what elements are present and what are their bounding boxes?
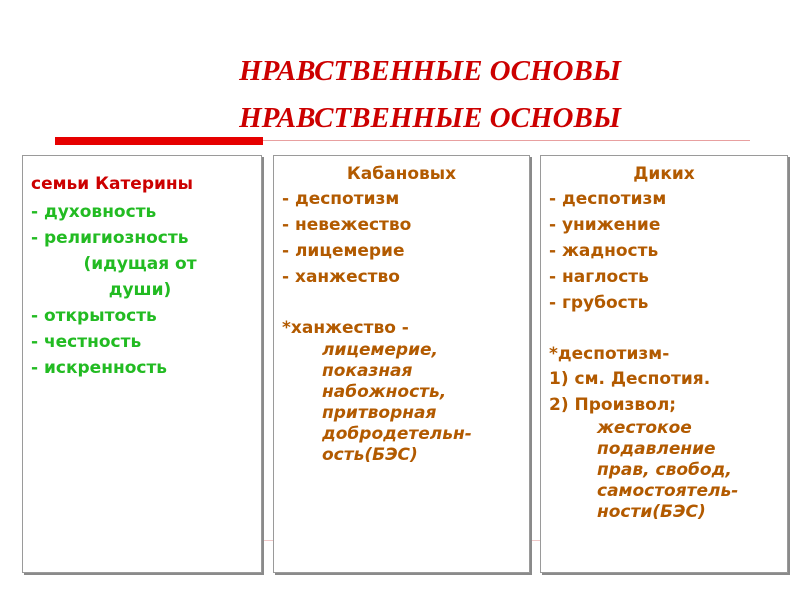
definition-line: притворная xyxy=(322,403,437,423)
definition-line: набожность, xyxy=(322,382,447,402)
list-item: - искренность xyxy=(31,358,168,378)
definition-term: *ханжество - xyxy=(282,318,409,338)
column-heading: Кабановых xyxy=(346,164,457,184)
list-item: - грубость xyxy=(549,293,649,313)
slide-title-line-2: НРАВСТВЕННЫЕ ОСНОВЫ xyxy=(239,102,621,134)
column-kabanovs xyxy=(273,155,530,573)
list-item: - жадность xyxy=(549,241,659,261)
definition-line: жестокое xyxy=(597,418,692,438)
definition-term: *деспотизм- xyxy=(549,344,670,364)
definition-line: ость(БЭС) xyxy=(322,445,418,465)
title-underline-rule xyxy=(263,140,750,141)
column-katerina-family xyxy=(22,155,262,573)
list-item: - религиозность xyxy=(31,228,189,248)
definition-line: показная xyxy=(322,361,413,381)
list-item: - деспотизм xyxy=(282,189,400,209)
definition-line: подавление xyxy=(597,439,716,459)
definition-line: ности(БЭС) xyxy=(597,502,706,522)
list-item: - открытость xyxy=(31,306,157,326)
title-underline-bar xyxy=(55,137,263,145)
column-heading: семьи Катерины xyxy=(31,174,194,194)
definition-line: самостоятель- xyxy=(597,481,739,501)
list-item-continuation: (идущая от xyxy=(83,254,197,274)
list-item: - наглость xyxy=(549,267,649,287)
definition-line: добродетельн- xyxy=(322,424,472,444)
list-item: - деспотизм xyxy=(549,189,667,209)
list-item: - духовность xyxy=(31,202,157,222)
list-item: - ханжество xyxy=(282,267,400,287)
definition-item: 2) Произвол; xyxy=(549,395,677,415)
column-dikikh xyxy=(540,155,788,573)
list-item: - невежество xyxy=(282,215,412,235)
definition-item: 1) см. Деспотия. xyxy=(549,369,711,389)
definition-line: прав, свобод, xyxy=(597,460,732,480)
definition-text xyxy=(282,340,529,466)
list-item-continuation: души) xyxy=(108,280,172,300)
list-item: - честность xyxy=(31,332,142,352)
column-heading: Диких xyxy=(633,164,695,184)
definition-text xyxy=(549,418,787,523)
list-item: - унижение xyxy=(549,215,661,235)
list-item: - лицемерие xyxy=(282,241,405,261)
definition-line: лицемерие, xyxy=(322,340,438,360)
slide-title-line-1: НРАВСТВЕННЫЕ ОСНОВЫ xyxy=(239,55,621,87)
